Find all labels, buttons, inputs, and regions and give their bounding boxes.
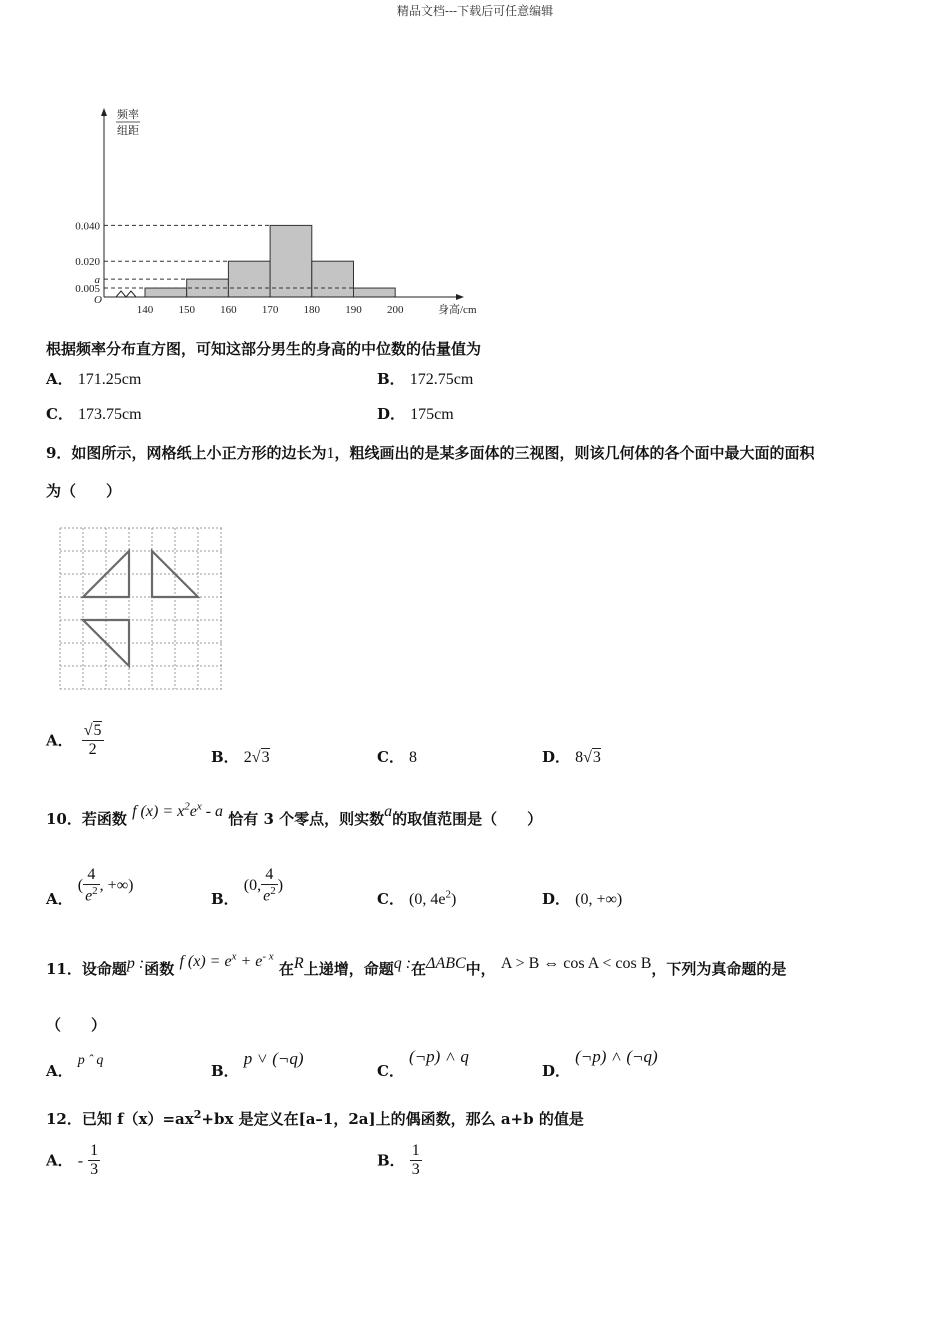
option-value: ( $\frac{4}{e^2}$ , +∞) (77, 866, 134, 905)
option-value: (0, $4e^2$) (409, 888, 457, 908)
option-label: C． (46, 405, 73, 423)
q10-var: a (384, 803, 393, 820)
y-tick-label: a (94, 274, 100, 287)
q10-stem (46, 800, 543, 829)
histogram-bar (270, 225, 312, 297)
histogram-bar (145, 288, 187, 297)
option-label: B． (377, 370, 405, 388)
q10-middle: 恰有 3 个零点，则实数 (228, 810, 385, 828)
frequency-histogram (60, 100, 500, 322)
option-fraction: $\frac{√5}{2}$ (83, 722, 102, 759)
y-axis-label-denominator: 组距 (117, 125, 139, 137)
option-value: 172.75cm (409, 371, 474, 388)
y-tick-label: 0.020 (75, 256, 100, 269)
q8-option-b[interactable] (377, 368, 473, 389)
option-fraction: $\frac{1}{3}$ (90, 1142, 99, 1179)
y-tick-label: 0.040 (75, 220, 100, 233)
q10-prefix: 10．若函数 (46, 810, 127, 828)
x-tick-label: 160 (220, 304, 237, 316)
option-label: A． (46, 370, 73, 388)
option-value: 8√3 (575, 749, 601, 766)
q8-stem: 根据频率分布直方图，可知这部分男生的身高的中位数的估量值为 (46, 340, 482, 358)
y-axis-label-numerator: 频率 (117, 109, 139, 121)
q11-option-c[interactable] (377, 1046, 469, 1080)
option-label: C． (377, 1062, 404, 1080)
option-value: 2√3 (243, 749, 270, 766)
option-label: C． (377, 748, 404, 766)
q10-suffix: 的取值范围是（ ） (392, 810, 543, 828)
option-value: (¬p) ˄ q (409, 1047, 469, 1066)
histogram-bar (312, 261, 354, 297)
q10-function: f $(x) = x^2e^x - a$ (132, 800, 224, 820)
option-label: A． (46, 889, 73, 908)
q9-option-c[interactable] (377, 746, 417, 767)
option-fraction: $\frac{1}{3}$ (411, 1142, 420, 1179)
q10-option-b[interactable] (211, 866, 283, 906)
q9-option-a[interactable] (46, 722, 104, 760)
q9-stem (46, 442, 814, 463)
x-axis-arrow (456, 294, 464, 300)
q8-option-c[interactable] (46, 403, 142, 424)
x-tick-label: 140 (136, 304, 154, 316)
x-tick-label: 190 (345, 304, 362, 316)
q10-option-c[interactable] (377, 888, 456, 909)
option-label: A． (46, 1151, 73, 1170)
option-value: 175cm (410, 406, 454, 423)
q11-paren: （ ） (46, 1016, 107, 1034)
option-label: A． (46, 1062, 73, 1080)
y-tick-label: 0.005 (75, 283, 100, 296)
option-label: D． (377, 405, 406, 423)
q10-option-d[interactable] (542, 888, 622, 909)
origin-label: O (94, 294, 102, 306)
option-label: D． (542, 748, 571, 766)
x-tick-label: 200 (386, 304, 404, 316)
q11-condition: A > B ⇔ cos A < cos B (500, 955, 652, 972)
q9-stem-part1: 9．如图所示，网格纸上小正方形的边长为 (46, 444, 327, 462)
q12-option-a[interactable]: A． - $\frac{1}{3}$ (46, 1142, 99, 1179)
histogram-bar (354, 288, 396, 297)
option-value: 8 (409, 749, 418, 766)
q12-option-b[interactable] (377, 1142, 422, 1180)
option-label: B． (377, 1151, 405, 1170)
q12-stem: 12．已知 $f(x)=ax^2+bx$ 是定义在[a–1，2a]上的偶函数，那么 a+b 的值是 (46, 1108, 584, 1128)
option-value: 171.25cm (77, 371, 142, 388)
x-tick-label: 170 (261, 304, 279, 316)
histogram-bar (187, 279, 229, 297)
option-value: 173.75cm (78, 406, 142, 423)
x-tick-label: 150 (178, 304, 195, 316)
q9-option-b[interactable] (211, 746, 270, 767)
option-label: C． (377, 890, 404, 908)
histogram-bar (228, 261, 270, 297)
histogram-plot (75, 107, 477, 316)
q8-option-a[interactable] (46, 368, 141, 389)
q11-option-b[interactable] (211, 1048, 304, 1080)
option-value: p ˆ q (77, 1053, 104, 1068)
x-tick-label: 180 (303, 304, 321, 316)
option-value: (0, +∞) (575, 891, 623, 908)
three-view-figure (57, 525, 225, 695)
option-label: A． (46, 731, 73, 750)
option-label: D． (542, 1062, 571, 1080)
option-value: (¬p) ˄ (¬q) (575, 1047, 658, 1066)
option-label: B． (211, 748, 239, 766)
option-value: (0, $\frac{4}{e^2}$ ) (243, 866, 284, 905)
q9-option-d[interactable] (542, 746, 601, 767)
option-label: B． (211, 1062, 239, 1080)
option-label: B． (211, 889, 239, 908)
q11-function: f $(x) = e^x + e^{- x}$ (179, 950, 274, 970)
q9-stem-part2: ，粗线画出的是某多面体的三视图，则该几何体的各个面中最大面的面积 (334, 444, 815, 462)
option-label: D． (542, 890, 571, 908)
q10-option-a[interactable] (46, 866, 133, 906)
axis-break (116, 291, 136, 297)
q8-option-d[interactable] (377, 403, 454, 424)
x-axis-label: 身高/cm (438, 304, 477, 316)
option-value: p ˅ (¬q) (243, 1049, 304, 1068)
y-axis-arrow (101, 108, 107, 116)
page-header: 精品文档---下载后可任意编辑 (396, 4, 554, 18)
q11-option-a[interactable] (46, 1048, 104, 1080)
q11-stem: 11．设命题p :函数 f $(x) = e^x + e^{- x}$ 在R上递增，命题q :在ΔABC中， A > B ⇔ cos A < cos B，下列为真命题的是 (46, 950, 787, 978)
q9-stem-line2: 为（ ） (46, 482, 122, 500)
q11-option-d[interactable] (542, 1046, 658, 1080)
q9-stem-num: 1 (326, 445, 335, 462)
